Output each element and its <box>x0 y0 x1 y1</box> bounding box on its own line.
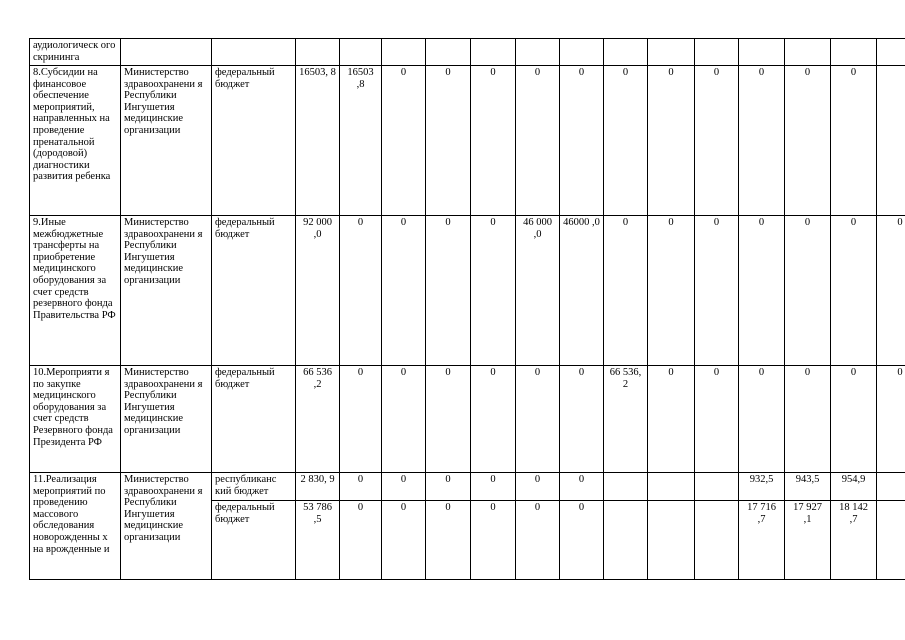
value-cell: 0 <box>877 216 905 366</box>
value-cell: 0 <box>340 501 382 580</box>
value-cell: 0 <box>516 66 560 216</box>
value-cell: 0 <box>560 66 604 216</box>
value-cell <box>340 39 382 66</box>
value-cell: 0 <box>648 216 695 366</box>
value-cell: 954,9 <box>831 473 877 501</box>
value-cell: 0 <box>516 366 560 473</box>
value-cell: 0 <box>831 216 877 366</box>
value-cell: 0 <box>471 366 516 473</box>
funding-source-cell: федеральный бюджет <box>212 66 296 216</box>
value-cell <box>648 501 695 580</box>
table-row <box>30 66 905 216</box>
value-cell <box>648 473 695 501</box>
value-cell: 0 <box>831 366 877 473</box>
event-name-cell: 9.Иные межбюджетные трансферты на приобретение медицинского оборудования за счет средств резервного фонда Правительства РФ <box>30 216 121 366</box>
funding-source-cell: республиканс кий бюджет <box>212 473 296 501</box>
executor-cell: Министерство здравоохранени я Республики Ингушетия медицинские организации <box>121 366 212 473</box>
value-cell: 16503, 8 <box>296 66 340 216</box>
value-cell: 0 <box>604 66 648 216</box>
value-cell: 0 <box>695 216 739 366</box>
value-cell: 0 <box>340 366 382 473</box>
value-cell <box>382 39 426 66</box>
value-cell: 0 <box>382 501 426 580</box>
funding-source-cell: федеральный бюджет <box>212 501 296 580</box>
value-cell <box>560 39 604 66</box>
value-cell: 18 142 ,7 <box>831 501 877 580</box>
value-cell: 0 <box>382 216 426 366</box>
value-cell <box>695 39 739 66</box>
value-cell: 0 <box>604 216 648 366</box>
value-cell <box>877 66 905 216</box>
table-row <box>30 473 905 501</box>
value-cell <box>695 501 739 580</box>
value-cell <box>426 39 471 66</box>
value-cell: 0 <box>426 501 471 580</box>
funding-source-cell: федеральный бюджет <box>212 366 296 473</box>
value-cell: 0 <box>739 366 785 473</box>
value-cell: 0 <box>516 473 560 501</box>
value-cell: 17 716 ,7 <box>739 501 785 580</box>
value-cell: 17 927 ,1 <box>785 501 831 580</box>
value-cell <box>695 473 739 501</box>
value-cell: 0 <box>426 66 471 216</box>
budget-table <box>29 38 905 580</box>
value-cell: 0 <box>695 66 739 216</box>
value-cell: 0 <box>471 501 516 580</box>
table-row <box>30 39 905 66</box>
value-cell: 0 <box>831 66 877 216</box>
value-cell: 0 <box>516 501 560 580</box>
value-cell <box>785 39 831 66</box>
value-cell: 0 <box>785 66 831 216</box>
value-cell <box>877 501 905 580</box>
event-name-cell: 8.Субсидии на финансовое обеспечение мероприятий, направленных на проведение пренатальной (дородовой) диагностики развития ребенка <box>30 66 121 216</box>
value-cell <box>516 39 560 66</box>
value-cell: 46000 ,0 <box>560 216 604 366</box>
table-row <box>30 366 905 473</box>
value-cell: 0 <box>739 216 785 366</box>
value-cell <box>831 39 877 66</box>
value-cell <box>604 473 648 501</box>
table-body <box>30 39 905 580</box>
executor-cell: Министерство здравоохранени я Республики Ингушетия медицинские организации <box>121 216 212 366</box>
value-cell: 943,5 <box>785 473 831 501</box>
event-name-cell: 11.Реализация мероприятий по проведению массового обследования новорожденны х на врожденные и <box>30 473 121 580</box>
value-cell: 0 <box>739 66 785 216</box>
value-cell: 0 <box>785 216 831 366</box>
value-cell <box>296 39 340 66</box>
value-cell: 0 <box>382 66 426 216</box>
value-cell: 2 830, 9 <box>296 473 340 501</box>
value-cell: 53 786 ,5 <box>296 501 340 580</box>
value-cell: 0 <box>340 473 382 501</box>
value-cell <box>604 39 648 66</box>
value-cell <box>739 39 785 66</box>
value-cell: 932,5 <box>739 473 785 501</box>
value-cell: 46 000 ,0 <box>516 216 560 366</box>
funding-source-cell: федеральный бюджет <box>212 216 296 366</box>
executor-cell <box>121 39 212 66</box>
value-cell: 0 <box>785 366 831 473</box>
value-cell: 0 <box>426 366 471 473</box>
value-cell: 0 <box>648 366 695 473</box>
event-name-cell: 10.Мероприяти я по закупке медицинского оборудования за счет средств Резервного фонда Президента РФ <box>30 366 121 473</box>
executor-cell: Министерство здравоохранени я Республики Ингушетия медицинские организации <box>121 66 212 216</box>
value-cell: 0 <box>426 473 471 501</box>
value-cell: 0 <box>382 366 426 473</box>
value-cell: 92 000 ,0 <box>296 216 340 366</box>
value-cell: 0 <box>340 216 382 366</box>
value-cell: 66 536, 2 <box>604 366 648 473</box>
value-cell: 16503 ,8 <box>340 66 382 216</box>
value-cell <box>877 39 905 66</box>
value-cell <box>604 501 648 580</box>
value-cell: 0 <box>426 216 471 366</box>
value-cell: 0 <box>560 473 604 501</box>
value-cell: 0 <box>471 216 516 366</box>
value-cell: 0 <box>560 366 604 473</box>
value-cell: 0 <box>471 473 516 501</box>
table-row <box>30 216 905 366</box>
executor-cell: Министерство здравоохранени я Республики Ингушетия медицинские организации <box>121 473 212 580</box>
value-cell <box>877 473 905 501</box>
value-cell: 0 <box>471 66 516 216</box>
funding-source-cell <box>212 39 296 66</box>
value-cell <box>648 39 695 66</box>
value-cell: 0 <box>382 473 426 501</box>
value-cell: 0 <box>560 501 604 580</box>
value-cell: 0 <box>695 366 739 473</box>
value-cell: 0 <box>648 66 695 216</box>
value-cell: 0 <box>877 366 905 473</box>
event-name-cell: аудиологическ ого скрининга <box>30 39 121 66</box>
value-cell: 66 536 ,2 <box>296 366 340 473</box>
value-cell <box>471 39 516 66</box>
